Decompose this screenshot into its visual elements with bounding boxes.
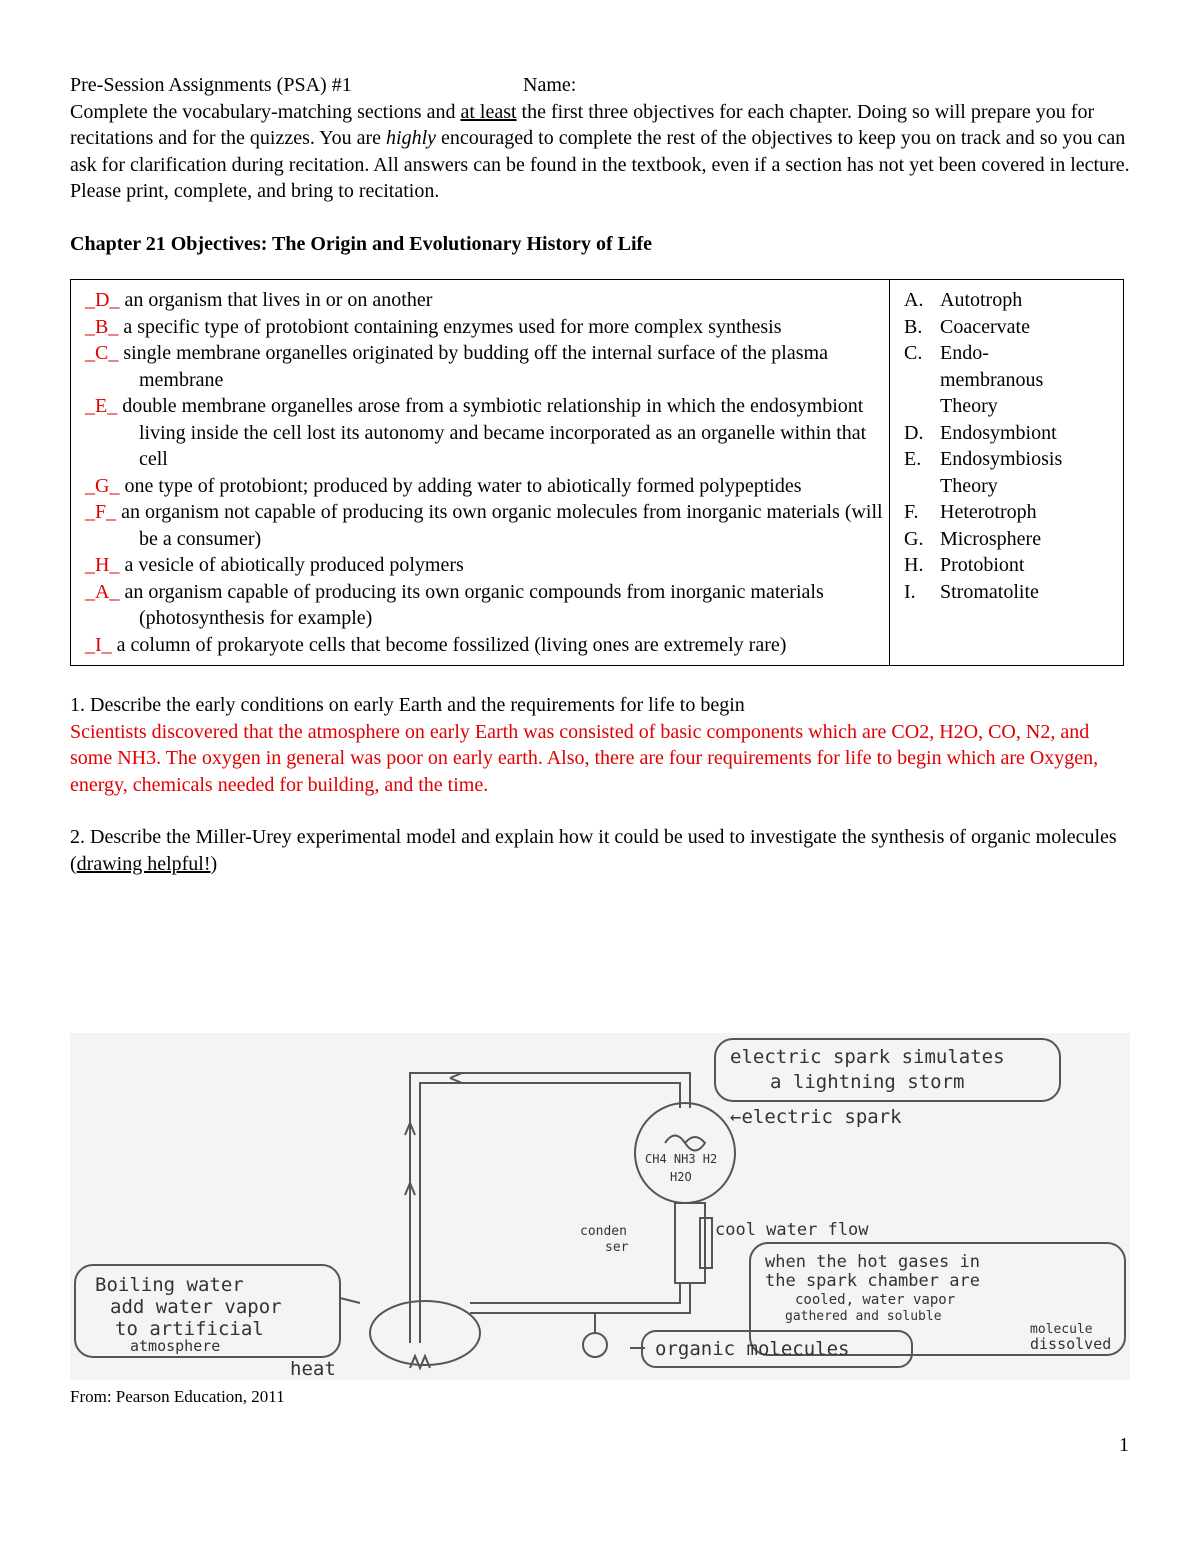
definition-item [85,579,883,632]
definition-text: a specific type of protobiont containing enzymes used for more complex synthesis [118,315,782,338]
question-1-prompt: 1. Describe the early conditions on early Earth and the requirements for life to begin [70,694,745,716]
definition-text: an organism that lives in or on another [119,289,433,311]
term-text: Endosymbiont [940,421,1057,444]
term-letter: E. [904,448,922,470]
term-text: Endo-membranous Theory [940,342,1044,417]
term-letter: I. [904,580,916,603]
page-number: 1 [1119,1434,1129,1456]
boiling-note-line-4: atmosphere [130,1337,221,1355]
answer-blank[interactable]: _G_ [85,474,120,497]
definition-text: one type of protobiont; produced by adding water to abiotically formed polypeptides [119,474,802,497]
term-item [904,499,1117,526]
condenser-label-2: ser [605,1240,629,1255]
cool-water-label: cool water flow [715,1220,869,1240]
vocabulary-matching-table [70,279,1124,666]
cooling-note-line-4: gathered and soluble [785,1309,942,1324]
definition-item [85,340,883,393]
lower-tubing [470,1283,690,1313]
miller-urey-sketch [70,1033,1130,1380]
answer-blank[interactable]: _C_ [85,342,119,364]
term-item [904,287,1117,314]
term-letter: H. [904,554,924,576]
cooling-note-line-2: the spark chamber are [765,1271,980,1291]
definition-item [85,473,883,500]
term-item [904,314,1117,341]
term-text: Microsphere [940,527,1042,550]
spark-note-line-2: a lightning storm [770,1071,965,1093]
term-item [904,420,1117,447]
term-item [904,446,1117,499]
definition-text: double membrane organelles arose from a symbiotic relationship in which the endosymbiont living inside the cell lost its autonomy and became incorporated as an organelle within that cell [117,395,867,470]
definition-text: an organism capable of producing its own organic compounds from inorganic materials (photosynthesis for example) [119,580,824,629]
q2-text-1: 2. Describe the Miller-Urey experimental model and explain how it could be used to investigate the synthesis of organic molecules ( [70,826,1117,875]
worksheet-page [70,72,1130,877]
term-letter: B. [904,315,923,338]
definition-item [85,314,883,341]
answer-blank[interactable]: _H_ [85,554,120,576]
boiling-note-line-2: add water vapor [110,1296,282,1318]
definition-item [85,632,883,659]
cooling-note-line-5: molecule [1030,1322,1093,1337]
instructions-paragraph [70,99,1130,205]
spark-scribble [665,1136,705,1151]
term-item [904,526,1117,553]
lower-tubing-inner [470,1283,680,1303]
question-1 [70,692,1130,798]
q2-underlined: drawing helpful! [76,852,211,875]
answer-blank[interactable]: _F_ [85,501,117,523]
terms-column [890,280,1124,666]
definition-item [85,287,883,314]
collection-flask [583,1333,607,1357]
definitions-column [71,280,890,666]
term-text: Heterotroph [940,501,1037,523]
definition-text: a column of prokaryote cells that become fossilized (living ones are extremely rare) [111,633,787,656]
definition-item [85,552,883,579]
boiling-arrow [340,1298,360,1303]
term-letter: D. [904,421,924,444]
organic-molecules-label: organic molecules [655,1338,850,1360]
intro-text-2: the first three objectives for each chapter. Doing so will prepare you for recitations and for the quizzes. You are [70,100,1095,149]
term-letter: C. [904,342,923,364]
boiling-note-line-1: Boiling water [95,1274,244,1296]
intro-underlined: at least [460,100,517,123]
answer-blank[interactable]: _I_ [85,633,112,656]
definition-text: a vesicle of abiotically produced polymers [119,554,464,576]
definition-item [85,499,883,552]
term-letter: A. [904,289,924,311]
assignment-title: Pre-Session Assignments (PSA) #1 [70,74,352,96]
term-text: Stromatolite [940,580,1039,603]
spark-note-line-1: electric spark simulates [730,1046,1005,1068]
term-text: Protobiont [940,554,1025,576]
spark-label: ←electric spark [730,1106,902,1128]
figure-caption: From: Pearson Education, 2011 [70,1387,285,1406]
term-item [904,579,1117,606]
heat-label: heat [290,1358,336,1380]
definition-text: single membrane organelles originated by budding off the internal surface of the plasma membrane [118,342,828,391]
definition-text: an organism not capable of producing its own organic molecules from inorganic materials (will be a consumer) [116,501,883,550]
header-line [70,72,1130,99]
intro-text-1: Complete the vocabulary-matching sections and [70,100,461,123]
heat-flame [410,1356,430,1368]
term-item [904,552,1117,579]
name-label: Name: [523,74,577,96]
q2-text-2: ) [210,852,218,875]
boiling-note-line-3: to artificial [115,1318,264,1340]
term-letter: G. [904,527,924,550]
term-text: Endosymbiosis Theory [940,448,1063,497]
answer-blank[interactable]: _D_ [85,289,120,311]
cooling-note-line-6: dissolved [1030,1335,1112,1353]
question-2-prompt [70,824,1130,877]
intro-italic: highly [386,127,437,149]
cooling-note-line-1: when the hot gases in [765,1252,980,1272]
intro-text-3: encouraged to complete the rest of the objectives to keep you on track and so you can ask for clarification during recitation. All answers can be found in the textbook, even if a section has not yet been covered in lecture. Please print, complete, and bring to recitation. [70,127,1130,202]
question-1-answer: Scientists discovered that the atmosphere on early Earth was consisted of basic components which are CO2, H2O, CO, N2, and some NH3. The oxygen in general was poor on early earth. Also, there are four requirements for life to begin which are Oxygen, energy, chemicals needed for building, and the time. [70,720,1099,796]
term-letter: F. [904,501,919,523]
term-item [904,340,1117,420]
flow-arrow-right [450,1073,462,1083]
definition-item [85,393,883,473]
answer-blank[interactable]: _E_ [85,395,118,417]
answer-blank[interactable]: _B_ [85,315,119,338]
condenser-label-1: conden [580,1224,627,1239]
miller-urey-drawing [70,1033,1130,1380]
gases-label-2: H2O [670,1170,692,1184]
gases-label-1: CH4 NH3 H2 [645,1152,718,1166]
term-text: Autotroph [940,289,1023,311]
term-text: Coacervate [940,315,1030,338]
chapter-title: Chapter 21 Objectives: The Origin and Evolutionary History of Life [70,232,653,255]
cooling-note-line-3: cooled, water vapor [795,1292,956,1308]
answer-blank[interactable]: _A_ [85,580,120,603]
